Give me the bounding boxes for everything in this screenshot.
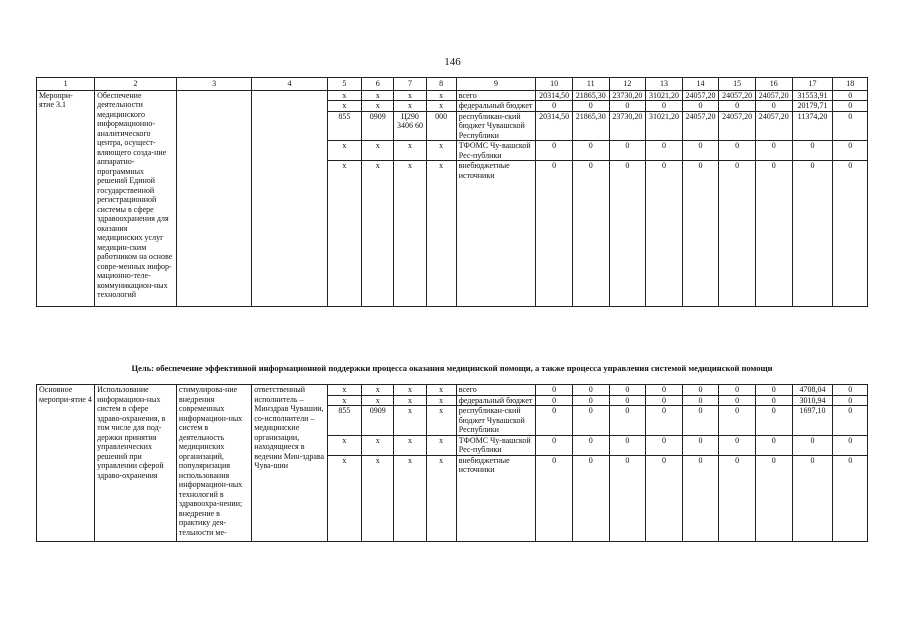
value-cell: 0: [646, 161, 683, 307]
value-cell: 0: [609, 455, 646, 541]
value-cell: 0: [833, 90, 868, 101]
code-cell: x: [394, 435, 426, 455]
code-cell: x: [362, 385, 394, 396]
value-cell: 0: [609, 435, 646, 455]
code-cell: x: [362, 395, 394, 406]
value-cell: 0: [755, 435, 792, 455]
value-cell: 0: [572, 101, 609, 112]
value-cell: 0: [572, 455, 609, 541]
value-cell: 0: [572, 435, 609, 455]
value-cell: 0: [536, 101, 573, 112]
code-cell: x: [394, 161, 426, 307]
value-cell: 0: [833, 385, 868, 396]
code-cell: x: [394, 406, 426, 436]
header-cell: 17: [792, 78, 833, 91]
value-cell: 0: [609, 385, 646, 396]
value-cell: 0: [719, 395, 756, 406]
header-cell: 2: [95, 78, 177, 91]
value-cell: 0: [755, 141, 792, 161]
code-cell: x: [394, 385, 426, 396]
source-cell: республикан-ский бюджет Чувашской Республики: [456, 111, 536, 141]
source-cell: республикан-ский бюджет Чувашской Республики: [456, 406, 536, 436]
value-cell: 0: [682, 385, 719, 396]
value-cell: 0: [682, 395, 719, 406]
value-cell: 0: [682, 435, 719, 455]
code-cell: x: [327, 455, 361, 541]
code-cell: Ц290 3406 60: [394, 111, 426, 141]
value-cell: 0: [609, 395, 646, 406]
value-cell: 0: [755, 101, 792, 112]
block1-col3: [176, 90, 251, 307]
code-cell: x: [394, 101, 426, 112]
value-cell: 0: [719, 435, 756, 455]
header-cell: 7: [394, 78, 426, 91]
code-cell: x: [327, 385, 361, 396]
value-cell: 0: [536, 395, 573, 406]
header-cell: 9: [456, 78, 536, 91]
value-cell: 0: [755, 161, 792, 307]
value-cell: 31021,20: [646, 111, 683, 141]
value-cell: 0: [792, 161, 833, 307]
code-cell: x: [426, 141, 456, 161]
value-cell: 0: [792, 141, 833, 161]
source-cell: всего: [456, 385, 536, 396]
program-table-part1: [36, 77, 868, 307]
value-cell: 20179,71: [792, 101, 833, 112]
value-cell: 24057,20: [755, 90, 792, 101]
header-cell: 3: [176, 78, 251, 91]
value-cell: 23730,20: [609, 111, 646, 141]
value-cell: 24057,20: [719, 111, 756, 141]
code-cell: x: [327, 435, 361, 455]
value-cell: 0: [682, 101, 719, 112]
value-cell: 0: [755, 395, 792, 406]
block2-col2: Использование информацион-ных систем в сфере здраво-охранения, в том числе для под-держки принятия управленческих решений при управлении сферой здраво-охранения: [95, 385, 177, 542]
value-cell: 0: [646, 141, 683, 161]
value-cell: 3010,94: [792, 395, 833, 406]
source-cell: ТФОМС Чу-вашской Рес-публики: [456, 141, 536, 161]
value-cell: 0: [792, 455, 833, 541]
value-cell: 0: [719, 385, 756, 396]
code-cell: x: [327, 90, 361, 101]
code-cell: x: [327, 101, 361, 112]
program-table-part2: [36, 384, 868, 542]
value-cell: 0: [719, 141, 756, 161]
value-cell: 0: [719, 101, 756, 112]
value-cell: 0: [572, 141, 609, 161]
value-cell: 0: [833, 406, 868, 436]
block1-col4: [252, 90, 327, 307]
code-cell: x: [394, 395, 426, 406]
value-cell: 0: [682, 161, 719, 307]
code-cell: x: [327, 141, 361, 161]
header-cell: 18: [833, 78, 868, 91]
value-cell: 0: [572, 395, 609, 406]
code-cell: x: [426, 161, 456, 307]
value-cell: 0: [755, 385, 792, 396]
block2-col1: Основное меропри-ятие 4: [37, 385, 95, 542]
value-cell: 24057,20: [719, 90, 756, 101]
source-cell: внебюджетные источники: [456, 161, 536, 307]
value-cell: 0: [682, 141, 719, 161]
value-cell: 0: [572, 385, 609, 396]
code-cell: x: [327, 161, 361, 307]
code-cell: x: [426, 435, 456, 455]
value-cell: 0: [646, 455, 683, 541]
source-cell: всего: [456, 90, 536, 101]
value-cell: 0: [755, 455, 792, 541]
value-cell: 0: [609, 406, 646, 436]
table-row: [37, 385, 868, 396]
code-cell: x: [426, 90, 456, 101]
value-cell: 31021,20: [646, 90, 683, 101]
value-cell: 0: [833, 111, 868, 141]
value-cell: 0: [536, 385, 573, 396]
value-cell: 0: [833, 435, 868, 455]
value-cell: 0: [682, 406, 719, 436]
code-cell: x: [426, 406, 456, 436]
value-cell: 20314,50: [536, 90, 573, 101]
code-cell: x: [362, 435, 394, 455]
code-cell: 0909: [362, 406, 394, 436]
header-cell: 4: [252, 78, 327, 91]
value-cell: 0: [536, 455, 573, 541]
value-cell: 0: [833, 161, 868, 307]
value-cell: 0: [646, 395, 683, 406]
header-cell: 8: [426, 78, 456, 91]
header-cell: 1: [37, 78, 95, 91]
value-cell: 24057,20: [682, 90, 719, 101]
header-row: [37, 78, 868, 91]
source-cell: федеральный бюджет: [456, 101, 536, 112]
value-cell: 21865,30: [572, 90, 609, 101]
code-cell: x: [362, 455, 394, 541]
value-cell: 0: [646, 385, 683, 396]
code-cell: x: [426, 385, 456, 396]
header-cell: 12: [609, 78, 646, 91]
code-cell: x: [394, 455, 426, 541]
source-cell: федеральный бюджет: [456, 395, 536, 406]
value-cell: 23730,20: [609, 90, 646, 101]
value-cell: 0: [609, 141, 646, 161]
code-cell: x: [426, 395, 456, 406]
value-cell: 24057,20: [755, 111, 792, 141]
source-cell: ТФОМС Чу-вашской Рес-публики: [456, 435, 536, 455]
block2-col4: ответственный исполнитель – Минздрав Чувашии, со-исполнители – медицинские организации, находящиеся в ведении Мин-здрава Чува-шии: [252, 385, 327, 542]
value-cell: 0: [646, 101, 683, 112]
code-cell: x: [327, 395, 361, 406]
value-cell: 0: [609, 161, 646, 307]
code-cell: 0909: [362, 111, 394, 141]
code-cell: x: [362, 90, 394, 101]
value-cell: 0: [646, 406, 683, 436]
header-cell: 14: [682, 78, 719, 91]
code-cell: x: [362, 141, 394, 161]
value-cell: 21865,30: [572, 111, 609, 141]
header-cell: 13: [646, 78, 683, 91]
value-cell: 0: [833, 455, 868, 541]
value-cell: 0: [572, 161, 609, 307]
source-cell: внебюджетные источники: [456, 455, 536, 541]
value-cell: 0: [536, 406, 573, 436]
value-cell: 1697,10: [792, 406, 833, 436]
value-cell: 0: [719, 406, 756, 436]
value-cell: 0: [682, 455, 719, 541]
code-cell: x: [394, 90, 426, 101]
value-cell: 0: [536, 161, 573, 307]
table-row: [37, 90, 868, 101]
value-cell: 0: [536, 435, 573, 455]
code-cell: x: [362, 101, 394, 112]
value-cell: 31553,91: [792, 90, 833, 101]
code-cell: 000: [426, 111, 456, 141]
header-cell: 5: [327, 78, 361, 91]
header-cell: 11: [572, 78, 609, 91]
value-cell: 0: [792, 435, 833, 455]
value-cell: 0: [719, 161, 756, 307]
header-cell: 10: [536, 78, 573, 91]
code-cell: 855: [327, 406, 361, 436]
block1-col1: Меропри- ятие 3.1: [37, 90, 95, 307]
header-cell: 15: [719, 78, 756, 91]
value-cell: 0: [833, 395, 868, 406]
value-cell: 0: [719, 455, 756, 541]
header-cell: 6: [362, 78, 394, 91]
page-number: 146: [444, 56, 461, 68]
value-cell: 0: [536, 141, 573, 161]
block1-col2: Обеспечение деятельности медицинского информационно-аналитического центра, осущест-вляющего созда-ние аппаратно-программных решений Единой государственной регистрационной системы в сфере здравоохранения для оказания медицинских услуг медицин-ским работником на основе совре-менных инфор-мационно-теле-коммуникацион-ных технологий: [95, 90, 177, 307]
value-cell: 0: [609, 101, 646, 112]
value-cell: 11374,20: [792, 111, 833, 141]
goal-statement: Цель: обеспечение эффективной информационной поддержки процесса оказания медицинской помощи, а также процесса управления системой медицинской помощи: [131, 363, 773, 373]
value-cell: 24057,20: [682, 111, 719, 141]
value-cell: 4708,04: [792, 385, 833, 396]
code-cell: x: [426, 455, 456, 541]
value-cell: 0: [833, 141, 868, 161]
value-cell: 20314,50: [536, 111, 573, 141]
code-cell: x: [426, 101, 456, 112]
header-cell: 16: [755, 78, 792, 91]
value-cell: 0: [646, 435, 683, 455]
code-cell: x: [394, 141, 426, 161]
block2-col3: стимулирова-ние внедрения современных информацион-ных систем в деятельность медицинских организаций, популяризация использования информацион-ных технологий в здравоохра-нении; внедрение в практику дея-тельности ме-: [176, 385, 251, 542]
code-cell: x: [362, 161, 394, 307]
value-cell: 0: [572, 406, 609, 436]
value-cell: 0: [755, 406, 792, 436]
value-cell: 0: [833, 101, 868, 112]
code-cell: 855: [327, 111, 361, 141]
